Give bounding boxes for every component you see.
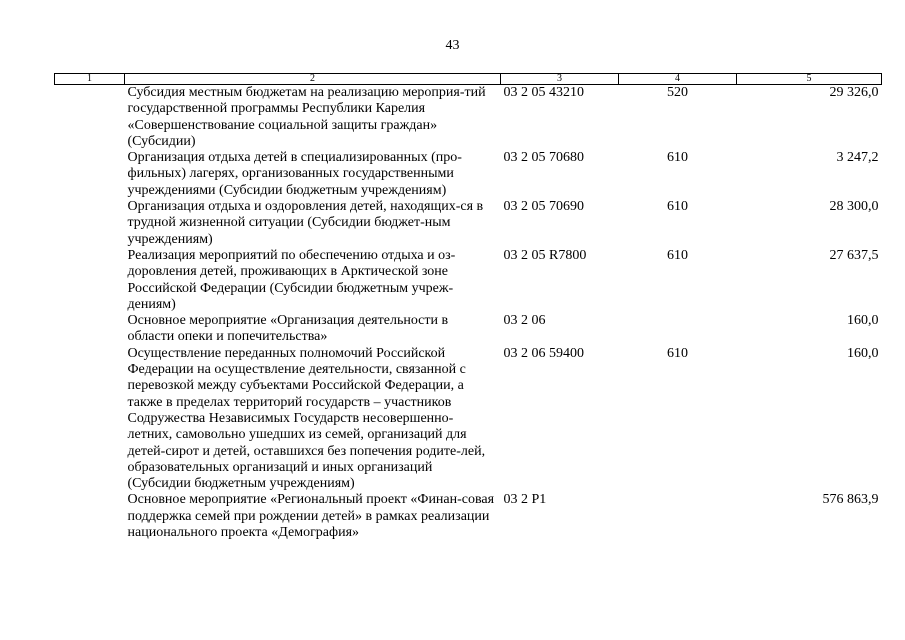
- row-code: 03 2 06 59400: [503, 345, 584, 361]
- row-type: 520: [667, 85, 688, 100]
- row-type: 610: [667, 199, 688, 215]
- row-amount: 160,0: [847, 345, 879, 361]
- row-name: Основное мероприятие «Организация деятельности в области опеки и попечительства»: [127, 313, 449, 345]
- row-index-cell: [55, 199, 125, 248]
- table-row: [55, 313, 882, 346]
- table-row: [55, 199, 882, 248]
- row-type: [619, 313, 737, 346]
- table-row: [55, 248, 882, 313]
- row-amount: 29 326,0: [829, 85, 879, 100]
- row-index-cell: [55, 346, 125, 493]
- row-amount: 28 300,0: [829, 199, 879, 215]
- row-name: Организация отдыха и оздоровления детей, находящих-ся в трудной жизненной ситуации (Субсидии бюджет-ным учреждениям): [127, 199, 484, 247]
- row-amount: 576 863,9: [822, 492, 879, 508]
- row-code: 03 2 06: [503, 313, 546, 329]
- header-col-5: 5: [737, 74, 882, 85]
- row-name: Реализация мероприятий по обеспечению отдыха и оз-доровления детей, проживающих в Арктической зоне Российской Федерации (Субсидии бюджетным учреж-дениям): [127, 247, 456, 312]
- header-col-2: 2: [125, 74, 501, 85]
- row-name: Осуществление переданных полномочий Российской Федерации на осуществление деятельности, связанной с перевозкой между субъектами Российской Федерации, а также в пределах территорий государств – участников Содружества Независимых Государств несовершенно-летних, самовольно ушедших из семей, организаций для детей-сирот и детей, оставшихся без попечения родите-лей, образовательных организаций и иных организаций (Субсидии бюджетным учреждениям): [127, 345, 486, 492]
- row-code: 03 2 05 70680: [503, 150, 584, 166]
- row-name: Организация отдыха детей в специализированных (про-фильных) лагерях, организованных государственными учреждениями (Субсидии бюджетным учреждениям): [127, 150, 462, 198]
- header-col-3: 3: [501, 74, 619, 85]
- row-code: 03 2 05 43210: [503, 85, 584, 100]
- header-row: [55, 74, 882, 85]
- row-name: Основное мероприятие «Региональный проект «Финан-совая поддержка семей при рождении детей» в рамках реализации национального проекта «Демография»: [127, 492, 495, 541]
- row-type: [619, 492, 737, 541]
- row-code: 03 2 05 R7800: [503, 247, 587, 263]
- row-index-cell: [55, 492, 125, 541]
- header-col-4: 4: [619, 74, 737, 85]
- row-amount: 160,0: [847, 313, 879, 329]
- row-type: 610: [667, 247, 688, 263]
- row-name: Субсидия местным бюджетам на реализацию мероприя-тий государственной программы Республики Карелия «Совершенствование социальной защиты граждан» (Субсидии): [127, 85, 486, 149]
- table-row: [55, 150, 882, 199]
- table-row: [55, 85, 882, 151]
- row-amount: 3 247,2: [836, 150, 879, 166]
- row-amount: 27 637,5: [829, 247, 879, 263]
- row-code: 03 2 P1: [503, 492, 547, 508]
- row-index-cell: [55, 313, 125, 346]
- budget-table: [54, 73, 882, 541]
- row-index-cell: [55, 85, 125, 151]
- row-type: 610: [667, 150, 688, 166]
- table-row: [55, 492, 882, 541]
- table-row: [55, 346, 882, 493]
- header-col-1: 1: [55, 74, 125, 85]
- page-number: 43: [445, 38, 460, 53]
- row-index-cell: [55, 248, 125, 313]
- row-type: 610: [667, 345, 688, 361]
- row-code: 03 2 05 70690: [503, 199, 584, 215]
- row-index-cell: [55, 150, 125, 199]
